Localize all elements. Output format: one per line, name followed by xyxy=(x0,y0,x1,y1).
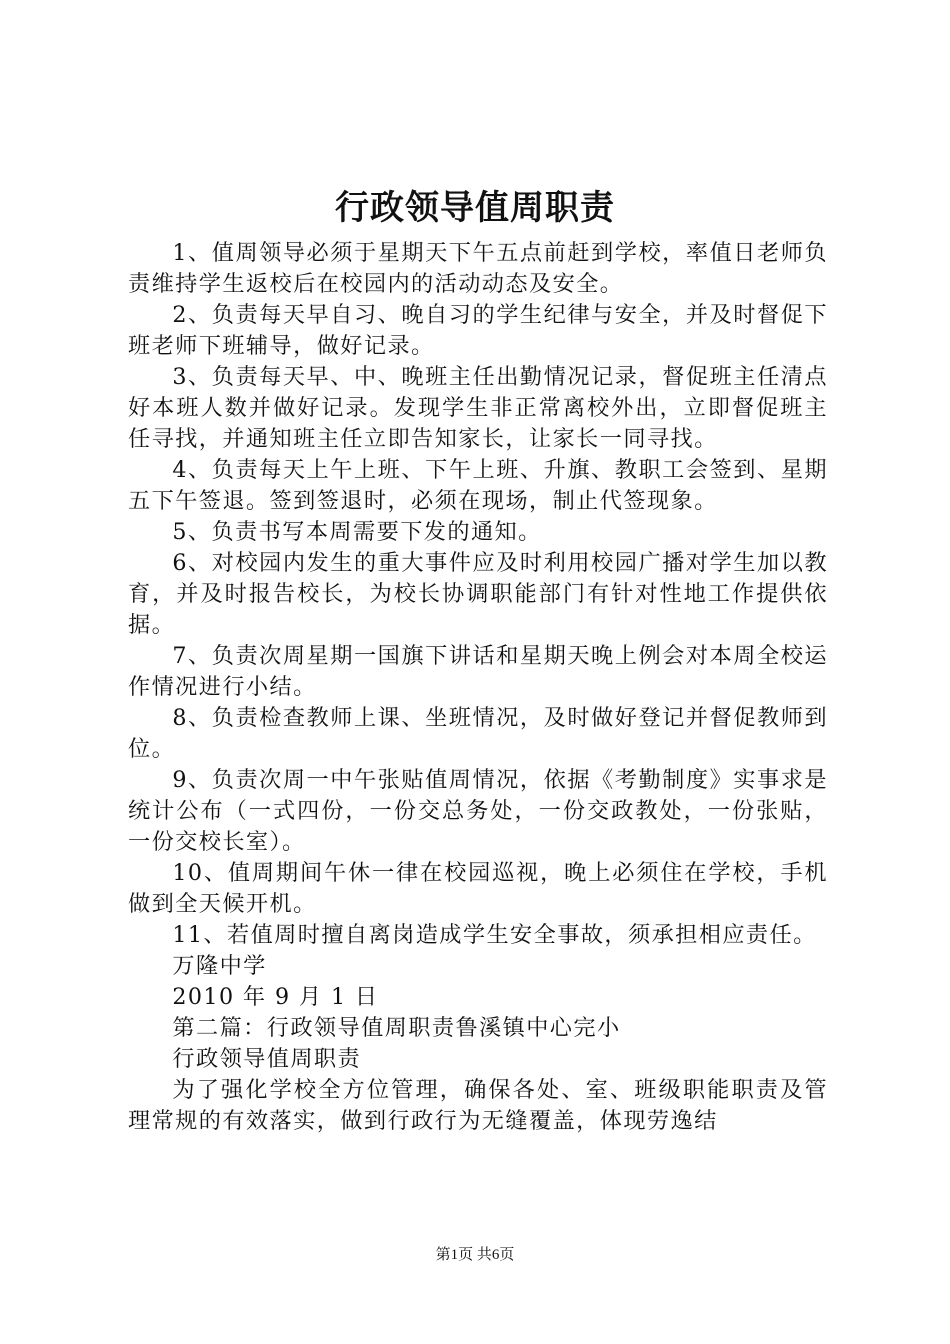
paragraph-8: 8、负责检查教师上课、坐班情况，及时做好登记并督促教师到位。 xyxy=(128,705,828,762)
paragraph-3: 3、负责每天早、中、晚班主任出勤情况记录，督促班主任清点好本班人数并做好记录。发现学生非正常离校外出，立即督促班主任寻找，并通知班主任立即告知家长，让家长一同寻找。 xyxy=(128,364,828,452)
document-title: 行政领导值周职责 xyxy=(335,188,615,228)
paragraph-10: 10、值周期间午休一律在校园巡视，晚上必须住在学校，手机做到全天候开机。 xyxy=(128,860,828,917)
second-article-heading: 第二篇：行政领导值周职责鲁溪镇中心完小 xyxy=(172,1015,621,1041)
paragraph-1: 1、值周领导必须于星期天下午五点前赶到学校，率值日老师负责维持学生返校后在校园内的活动动态及安全。 xyxy=(128,240,828,297)
paragraph-4: 4、负责每天上午上班、下午上班、升旗、教职工会签到、星期五下午签退。签到签退时，必须在现场，制止代签现象。 xyxy=(128,457,828,514)
document-date: 2010 年 9 月 1 日 xyxy=(172,984,379,1010)
paragraph-6: 6、对校园内发生的重大事件应及时利用校园广播对学生加以教育，并及时报告校长，为校长协调职能部门有针对性地工作提供依据。 xyxy=(128,550,828,638)
school-name: 万隆中学 xyxy=(172,953,267,979)
paragraph-2: 2、负责每天早自习、晚自习的学生纪律与安全，并及时督促下班老师下班辅导，做好记录。 xyxy=(128,302,828,359)
paragraph-11: 11、若值周时擅自离岗造成学生安全事故，须承担相应责任。 xyxy=(172,922,817,948)
document-body xyxy=(128,238,828,1137)
paragraph-9: 9、负责次周一中午张贴值周情况，依据《考勤制度》实事求是统计公布（一式四份，一份交总务处，一份交政教处，一份张贴，一份交校长室）。 xyxy=(128,767,828,855)
page-footer: 第1页 共6页 xyxy=(435,1247,515,1263)
paragraph-5: 5、负责书写本周需要下发的通知。 xyxy=(172,519,542,545)
second-article-title: 行政领导值周职责 xyxy=(172,1046,362,1072)
second-article-paragraph: 为了强化学校全方位管理，确保各处、室、班级职能职责及管理常规的有效落实，做到行政行为无缝覆盖，体现劳逸结 xyxy=(128,1077,828,1134)
paragraph-7: 7、负责次周星期一国旗下讲话和星期天晚上例会对本周全校运作情况进行小结。 xyxy=(128,643,828,700)
